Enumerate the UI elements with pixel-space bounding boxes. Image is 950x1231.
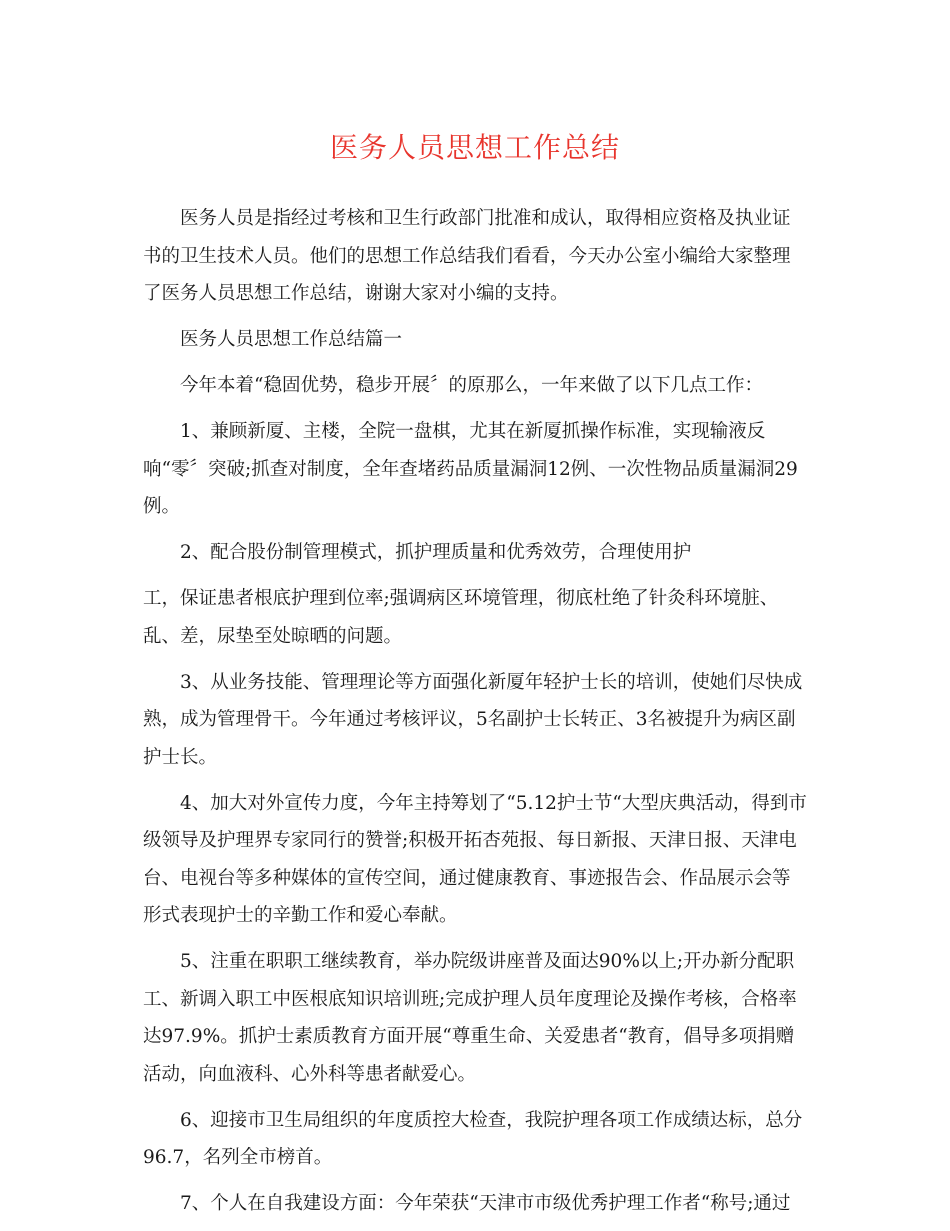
document-title: 医务人员思想工作总结 [329,131,620,164]
paragraph-item-1: 1、兼顾新厦、主楼，全院一盘棋，尤其在新厦抓操作标准，实现输液反响“零〞突破;抓查对制度，全年查堵药品质量漏洞12例、一次性物品质量漏洞29例。 [143,421,798,517]
paragraph-item-7: 7、个人在自我建设方面：今年荣获“天津市市级优秀护理工作者“称号;通过 [180,1193,791,1214]
paragraph-item-2-continued: 工，保证患者根底护理到位率;强调病区环境管理，彻底杜绝了针灸科环境脏、乱、差，尿垫至处晾晒的问题。 [143,588,779,647]
document-body [143,200,807,1231]
paragraph-opening: 今年本着“稳固优势，稳步开展〞的原那么，一年来做了以下几点工作： [180,375,763,396]
paragraph-item-4: 4、加大对外宣传力度，今年主持筹划了“5.12护士节“大型庆典活动，得到市级领导及护理界专家同行的赞誉;积极开拓杏苑报、每日新报、天津日报、天津电台、电视台等多种媒体的宣传空间，通过健康教育、事迹报告会、作品展示会等形式表现护士的辛勤工作和爱心奉献。 [143,792,807,926]
paragraph-section-heading: 医务人员思想工作总结篇一 [180,329,403,350]
paragraph-item-5: 5、注重在职职工继续教育，举办院级讲座普及面达90%以上;开办新分配职工、新调入职工中医根底知识培训班;完成护理人员年度理论及操作考核，合格率达97.9%。抓护士素质教育方面开展“尊重生命、关爱患者“教育，倡导多项捐赠活动，向血液科、心外科等患者献爱心。 [143,951,797,1085]
paragraph-item-3: 3、从业务技能、管理理论等方面强化新厦年轻护士长的培训，使她们尽快成熟，成为管理骨干。今年通过考核评议，5名副护士长转正、3名被提升为病区副护士长。 [143,671,803,768]
paragraph-item-6: 6、迎接市卫生局组织的年度质控大检查，我院护理各项工作成绩达标，总分96.7，名列全市榜首。 [143,1109,803,1168]
paragraph-intro: 医务人员是指经过考核和卫生行政部门批准和成认，取得相应资格及执业证书的卫生技术人员。他们的思想工作总结我们看看，今天办公室小编给大家整理了医务人员思想工作总结，谢谢大家对小编的支持。 [143,208,791,304]
paragraph-item-2: 2、配合股份制管理模式，抓护理质量和优秀效劳，合理使用护 [180,542,692,563]
